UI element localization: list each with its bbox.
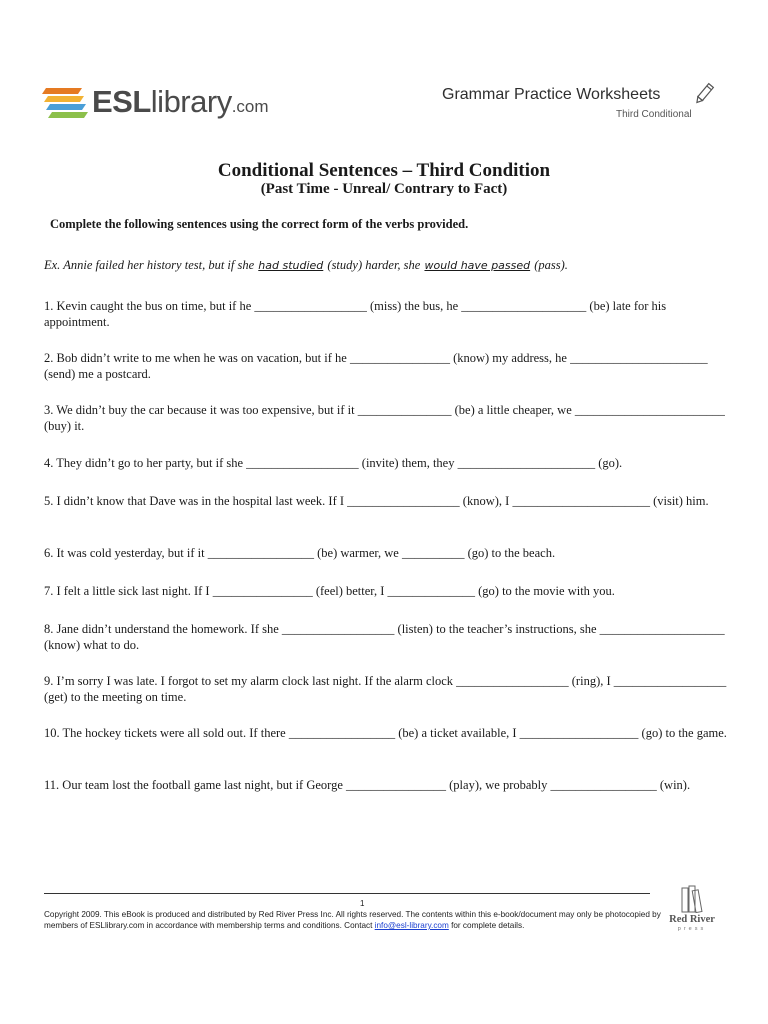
worksheet-subtitle: (Past Time - Unreal/ Contrary to Fact) <box>260 181 508 197</box>
example-prefix: Ex. Annie failed her history test, but if she <box>44 258 258 272</box>
logo-text-suffix: .com <box>231 97 269 116</box>
question-2: 2. Bob didn’t write to me when he was on vacation, but if he ________________ (know) my address, he ______________________ (send) me a postcard. <box>44 351 708 381</box>
worksheet-title: Conditional Sentences – Third Condition <box>217 160 551 181</box>
question-1: 1. Kevin caught the bus on time, but if he __________________ (miss) the bus, he ____________________ (be) late for his appointment. <box>44 299 667 329</box>
example-answer-1: had studied <box>258 259 324 272</box>
books-icon <box>680 884 704 914</box>
question-6: 6. It was cold yesterday, but if it _________________ (be) warmer, we __________ (go) to the beach. <box>44 546 556 560</box>
example-middle: (study) harder, she <box>324 258 424 272</box>
question-4: 4. They didn’t go to her party, but if she __________________ (invite) them, they ______________________ (go). <box>44 456 623 470</box>
example-suffix: (pass). <box>531 258 568 272</box>
logo-text-bold: ESL <box>92 84 151 119</box>
series-title: Grammar Practice Worksheets <box>442 86 661 103</box>
question-10: 10. The hockey tickets were all sold out. If there _________________ (be) a ticket available, I ___________________ (go) to the game. <box>44 726 727 740</box>
footer-divider <box>44 893 650 894</box>
pencil-icon <box>692 82 716 106</box>
publisher-name: Red River <box>669 914 715 925</box>
esl-library-logo <box>42 82 282 126</box>
question-3: 3. We didn’t buy the car because it was too expensive, but if it _______________ (be) a little cheaper, we ________________________ (buy) it. <box>44 403 725 433</box>
question-11: 11. Our team lost the football game last night, but if George ________________ (play), we probably _________________ (win). <box>44 778 691 792</box>
copyright-text-2: for complete details. <box>448 921 525 930</box>
logo-text-light: library <box>150 84 232 119</box>
publisher-sub: press <box>677 926 707 932</box>
books-stack-icon <box>42 84 92 124</box>
question-5: 5. I didn’t know that Dave was in the hospital last week. If I __________________ (know), I ______________________ (visit) him. <box>44 494 709 508</box>
example-answer-2: would have passed <box>424 259 531 272</box>
question-7: 7. I felt a little sick last night. If I ________________ (feel) better, I ______________ (go) to the movie with you. <box>44 584 615 598</box>
copyright-text-1: Copyright 2009. This eBook is produced and distributed by Red River Press Inc. All rights reserved. The contents within this e-book/document may only be photocopied by members of ESLlibrary.com in accordance with membership terms and conditions. Contact <box>44 910 661 930</box>
series-subtitle: Third Conditional <box>616 109 692 120</box>
red-river-press-logo <box>666 884 718 934</box>
question-8: 8. Jane didn’t understand the homework. If she __________________ (listen) to the teacher’s instructions, she ____________________ (know) what to do. <box>44 622 725 652</box>
question-9: 9. I’m sorry I was late. I forgot to set my alarm clock last night. If the alarm clock __________________ (ring), I __________________ (get) to the meeting on time. <box>44 674 727 704</box>
contact-email-link[interactable]: info@esl-library.com <box>374 921 449 930</box>
page-number: 1 <box>360 899 365 908</box>
copyright-notice <box>44 909 664 931</box>
instructions: Complete the following sentences using the correct form of the verbs provided. <box>50 217 469 231</box>
example-sentence <box>44 258 568 273</box>
